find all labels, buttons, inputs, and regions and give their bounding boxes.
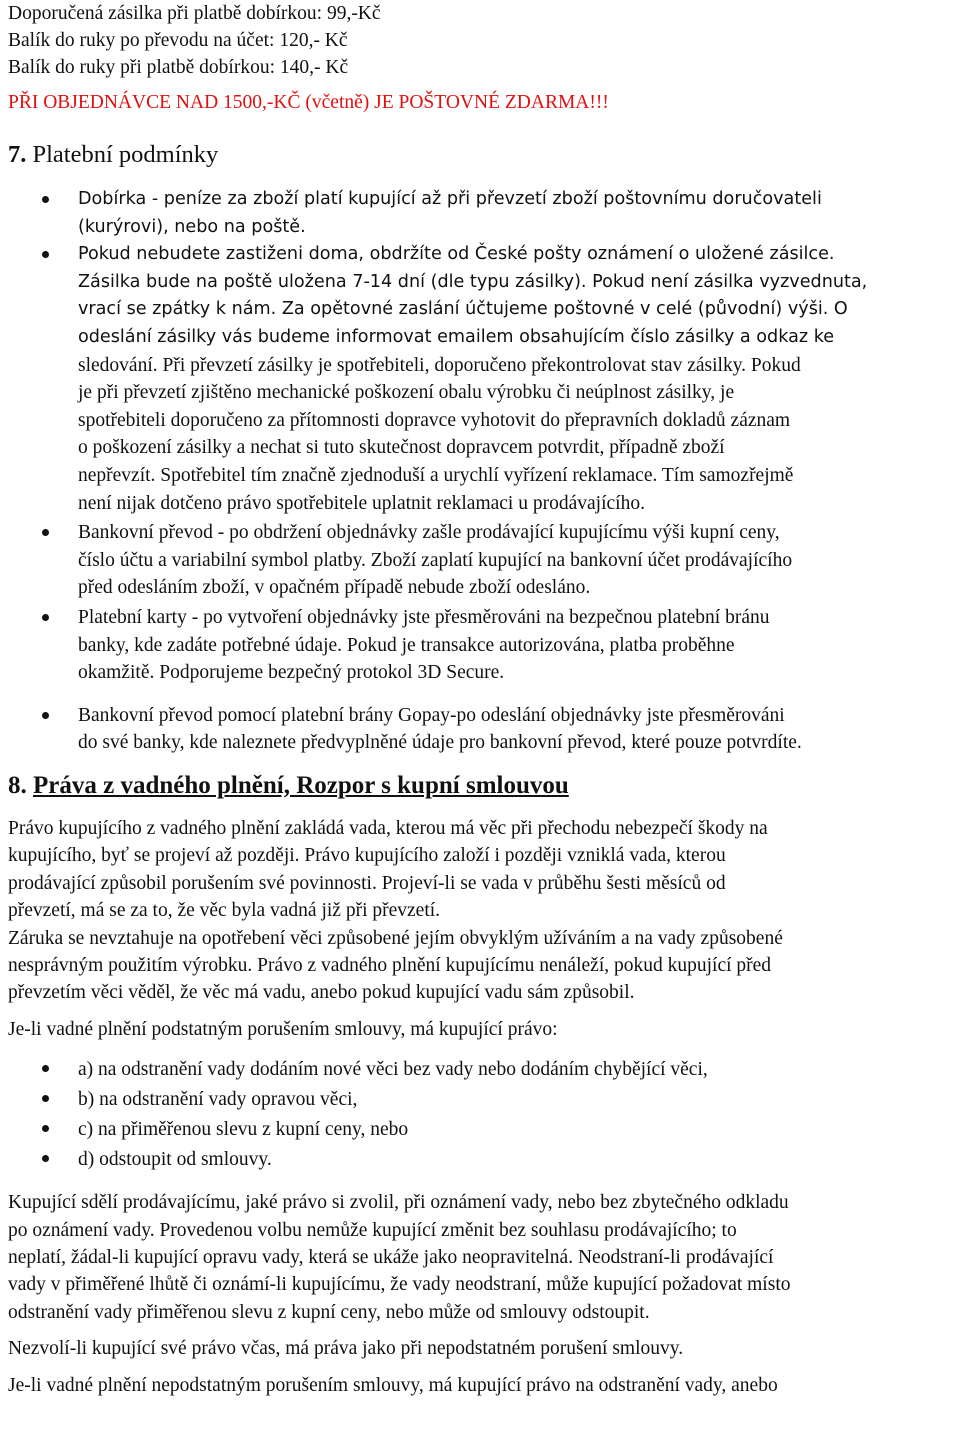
bullet-icon bbox=[42, 1095, 49, 1102]
list-item-line: a) na odstranění vady dodáním nové věci bez vady nebo dodáním chybějící věci, bbox=[78, 1059, 708, 1081]
list-item-line: Dobírka - peníze za zboží platí kupující až při převzetí zboží poštovnímu doručovateli bbox=[78, 189, 822, 209]
bullet-icon bbox=[42, 614, 49, 621]
payment-terms-list bbox=[8, 186, 952, 757]
list-item bbox=[8, 186, 952, 241]
list-item-line: o poškození zásilky a nechat si tuto skutečnost dopravcem potvrdit, případně zboží bbox=[78, 437, 725, 459]
paragraph-line: kupujícího, byť se projeví až později. Právo kupujícího založí i později vzniklá vada, kterou bbox=[8, 845, 726, 867]
minor-breach-paragraph bbox=[8, 1372, 952, 1399]
list-item-line: do své banky, kde naleznete předvyplněné údaje pro bankovní převod, které pouze potvrdíte. bbox=[78, 732, 802, 754]
paragraph-line: Kupující sdělí prodávajícímu, jaké právo si zvolil, při oznámení vady, nebo bez zbytečného odkladu bbox=[8, 1192, 789, 1214]
list-item bbox=[8, 604, 952, 687]
list-item bbox=[8, 519, 952, 602]
paragraph-line: Je-li vadné plnění podstatným porušením smlouvy, má kupující právo: bbox=[8, 1018, 558, 1040]
paragraph-line: Je-li vadné plnění nepodstatným porušením smlouvy, má kupující právo na odstranění vady, anebo bbox=[8, 1374, 778, 1396]
paragraph-line: Právo kupujícího z vadného plnění zakládá vada, kterou má věc při přechodu nebezpečí škody na bbox=[8, 817, 768, 839]
bullet-icon bbox=[42, 1065, 49, 1072]
bullet-icon bbox=[42, 251, 49, 258]
paragraph-line: nesprávným použitím výrobku. Právo z vadného plnění kupujícímu nenáleží, pokud kupující před bbox=[8, 954, 772, 976]
list-item-line: sledování. Při převzetí zásilky je spotřebiteli, doporučeno překontrolovat stav zásilky. Pokud bbox=[78, 354, 801, 376]
list-item-line: (kurýrovi), nebo na poště. bbox=[78, 216, 306, 237]
list-item bbox=[8, 1085, 952, 1115]
list-item-line: d) odstoupit od smlouvy. bbox=[78, 1149, 272, 1171]
list-item-line: není nijak dotčeno právo spotřebitele uplatnit reklamaci u prodávajícího. bbox=[78, 492, 645, 514]
material-breach-paragraph bbox=[8, 1016, 952, 1043]
list-item-line: spotřebiteli doporučeno za přítomnosti dopravce vyhotovit do přepravních dokladů záznam bbox=[78, 409, 791, 431]
defect-rights-paragraph bbox=[8, 815, 952, 1007]
paragraph-line: po oznámení vady. Provedenou volbu nemůže kupující změnit bez souhlasu prodávajícího; to bbox=[8, 1219, 737, 1241]
list-item-line: vrací se zpátky k nám. Za opětovné zaslání účtujeme poštovné v celé (původní) výši. O bbox=[78, 299, 848, 320]
buyer-rights-list bbox=[8, 1055, 952, 1175]
paragraph-line: neplatí, žádal-li kupující opravu vady, která se ukáže jako neopravitelná. Neodstraní-li prodávající bbox=[8, 1246, 774, 1268]
list-item bbox=[8, 1115, 952, 1145]
shipping-line: Balík do ruky při platbě dobírkou: 140,- Kč bbox=[8, 57, 349, 78]
choice-of-right-paragraph bbox=[8, 1189, 952, 1326]
section-8-heading bbox=[8, 771, 952, 801]
list-item-line: před odesláním zboží, v opačném případě nebude zboží odesláno. bbox=[78, 577, 591, 599]
list-item-line: je při převzetí zjištěno mechanické poškození obalu výrobku či neúplnost zásilky, je bbox=[78, 382, 735, 404]
paragraph-line: Záruka se nevztahuje na opotřebení věci způsobené jejím obvyklým užíváním a na vady způsobené bbox=[8, 927, 783, 949]
list-item-line: okamžitě. Podporujeme bezpečný protokol 3D Secure. bbox=[78, 662, 505, 684]
list-item-line: banky, kde zadáte potřebné údaje. Pokud je transakce autorizována, platba proběhne bbox=[78, 634, 735, 656]
list-item-line: c) na přiměřenou slevu z kupní ceny, nebo bbox=[78, 1119, 409, 1141]
bullet-icon bbox=[42, 712, 49, 719]
section-7-heading bbox=[8, 140, 952, 170]
list-item-line: nepřevzít. Spotřebitel tím značně zjednoduší a urychlí vyřízení reklamace. Tím samozřejmě bbox=[78, 464, 794, 486]
shipping-prices bbox=[8, 0, 952, 116]
free-shipping-notice: PŘI OBJEDNÁVCE NAD 1500,-KČ (včetně) JE POŠTOVNÉ ZDARMA!!! bbox=[8, 92, 609, 113]
list-item bbox=[8, 1145, 952, 1175]
shipping-line: Doporučená zásilka při platbě dobírkou: 99,-Kč bbox=[8, 3, 381, 24]
section-8-number: 8. bbox=[8, 771, 27, 799]
list-item bbox=[8, 702, 952, 757]
list-item bbox=[8, 1055, 952, 1085]
list-item-line: číslo účtu a variabilní symbol platby. Zboží zaplatí kupující na bankovní účet prodávajícího bbox=[78, 549, 793, 571]
paragraph-line: Nezvolí-li kupující své právo včas, má práva jako při nepodstatném porušení smlouvy. bbox=[8, 1338, 684, 1360]
list-item-line: Bankovní převod - po obdržení objednávky zašle prodávající kupujícímu výši kupní ceny, bbox=[78, 522, 780, 544]
list-item-line: Zásilka bude na poště uložena 7-14 dní (dle typu zásilky). Pokud není zásilka vyzvednuta, bbox=[78, 271, 868, 292]
list-item-line: odeslání zásilky vás budeme informovat emailem obsahujícím číslo zásilky a odkaz ke bbox=[78, 326, 835, 347]
list-item-line: b) na odstranění vady opravou věci, bbox=[78, 1089, 358, 1111]
bullet-icon bbox=[42, 196, 49, 203]
bullet-icon bbox=[42, 1125, 49, 1132]
section-7-title: Platební podmínky bbox=[32, 141, 219, 168]
late-choice-paragraph bbox=[8, 1335, 952, 1362]
section-8-title: Práva z vadného plnění, Rozpor s kupní smlouvou bbox=[33, 771, 569, 799]
section-7-number: 7. bbox=[8, 141, 27, 168]
bullet-icon bbox=[42, 529, 49, 536]
list-item-line: Platební karty - po vytvoření objednávky jste přesměrováni na bezpečnou platební bránu bbox=[78, 606, 770, 628]
bullet-icon bbox=[42, 1155, 49, 1162]
paragraph-line: vady v přiměřené lhůtě či oznámí-li kupujícímu, že vady neodstraní, může kupující požadovat místo bbox=[8, 1274, 791, 1296]
paragraph-line: prodávající způsobil porušením své povinnosti. Projeví-li se vada v průběhu šesti měsíců od bbox=[8, 872, 726, 894]
list-item-line: Bankovní převod pomocí platební brány Gopay-po odeslání objednávky jste přesměrováni bbox=[78, 704, 785, 726]
list-item bbox=[8, 241, 952, 517]
paragraph-line: převzetí, má se za to, že věc byla vadná již při převzetí. bbox=[8, 900, 441, 922]
paragraph-line: odstranění vady přiměřenou slevu z kupní ceny, nebo může od smlouvy odstoupit. bbox=[8, 1301, 650, 1323]
list-item-line: Pokud nebudete zastiženi doma, obdržíte od České pošty oznámení o uložené zásilce. bbox=[78, 244, 835, 265]
paragraph-line: převzetím věci věděl, že věc má vadu, anebo pokud kupující vadu sám způsobil. bbox=[8, 982, 635, 1004]
shipping-line: Balík do ruky po převodu na účet: 120,- Kč bbox=[8, 30, 348, 51]
